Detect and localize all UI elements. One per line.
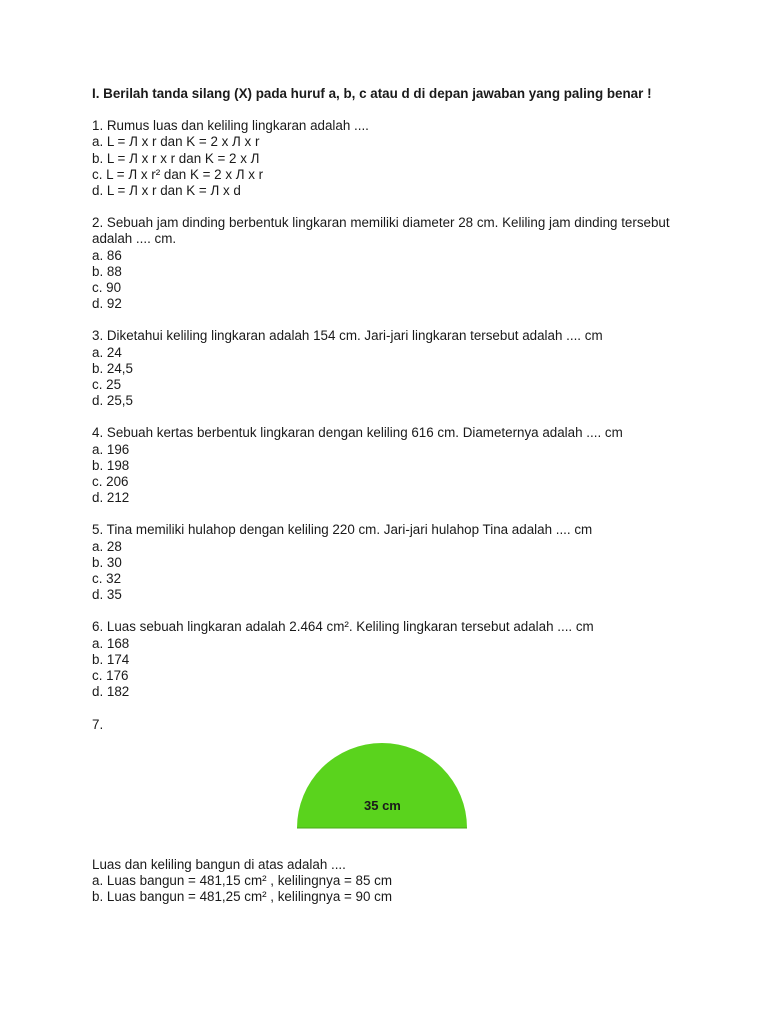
question-2	[92, 215, 692, 312]
question-text: 6. Luas sebuah lingkaran adalah 2.464 cm². Keliling lingkaran tersebut adalah .... cm	[92, 619, 594, 635]
option-c: c. 32	[92, 571, 122, 587]
option-b: b. 30	[92, 554, 122, 570]
worksheet-page	[92, 86, 692, 905]
question-6	[92, 619, 692, 700]
diameter-label: 35 cm	[364, 797, 401, 813]
option-b: b. L = Л x r x r dan K = 2 x Л	[92, 150, 260, 166]
question-text: 2. Sebuah jam dinding berbentuk lingkaran memiliki diameter 28 cm. Keliling jam dinding tersebut adalah .... cm.	[92, 215, 670, 247]
question-5	[92, 522, 692, 603]
question-text: 3. Diketahui keliling lingkaran adalah 154 cm. Jari-jari lingkaran tersebut adalah .... cm	[92, 328, 603, 344]
semicircle-diagram	[296, 737, 468, 829]
option-d: d. 212	[92, 490, 130, 506]
option-a: a. 86	[92, 247, 122, 263]
question-3	[92, 328, 692, 409]
option-a: a. 28	[92, 538, 122, 554]
question-text: Luas dan keliling bangun di atas adalah ....	[92, 856, 346, 872]
semicircle-figure	[92, 737, 692, 843]
option-b: b. 198	[92, 457, 130, 473]
option-a: a. 168	[92, 635, 130, 651]
question-text: 5. Tina memiliki hulahop dengan keliling 220 cm. Jari-jari hulahop Tina adalah .... cm	[92, 522, 593, 538]
option-a: a. Luas bangun = 481,15 cm² , kelilingnya = 85 cm	[92, 872, 392, 888]
question-7	[92, 717, 692, 906]
question-4	[92, 425, 692, 506]
option-b: b. 24,5	[92, 360, 133, 376]
question-text: 1. Rumus luas dan keliling lingkaran adalah ....	[92, 118, 369, 134]
option-d: d. 182	[92, 684, 130, 700]
option-d: d. 92	[92, 296, 122, 312]
option-c: c. 176	[92, 668, 129, 684]
semicircle-shape	[297, 743, 467, 828]
option-b: b. Luas bangun = 481,25 cm² , kelilingnya = 90 cm	[92, 889, 392, 905]
question-number: 7.	[92, 716, 104, 732]
option-a: a. 196	[92, 441, 130, 457]
option-c: c. 206	[92, 474, 129, 490]
question-1	[92, 118, 692, 199]
instructions-heading: I. Berilah tanda silang (X) pada huruf a, b, c atau d di depan jawaban yang paling benar !	[92, 86, 652, 101]
option-c: c. L = Л x r² dan K = 2 x Л x r	[92, 166, 264, 182]
option-b: b. 88	[92, 263, 122, 279]
option-a: a. 24	[92, 344, 122, 360]
option-a: a. L = Л x r dan K = 2 x Л x r	[92, 134, 260, 150]
option-c: c. 90	[92, 280, 122, 296]
option-d: d. 25,5	[92, 393, 133, 409]
option-d: d. L = Л x r dan K = Л x d	[92, 183, 241, 199]
option-d: d. 35	[92, 587, 122, 603]
question-text: 4. Sebuah kertas berbentuk lingkaran dengan keliling 616 cm. Diameternya adalah .... cm	[92, 425, 623, 441]
option-c: c. 25	[92, 377, 122, 393]
option-b: b. 174	[92, 651, 130, 667]
